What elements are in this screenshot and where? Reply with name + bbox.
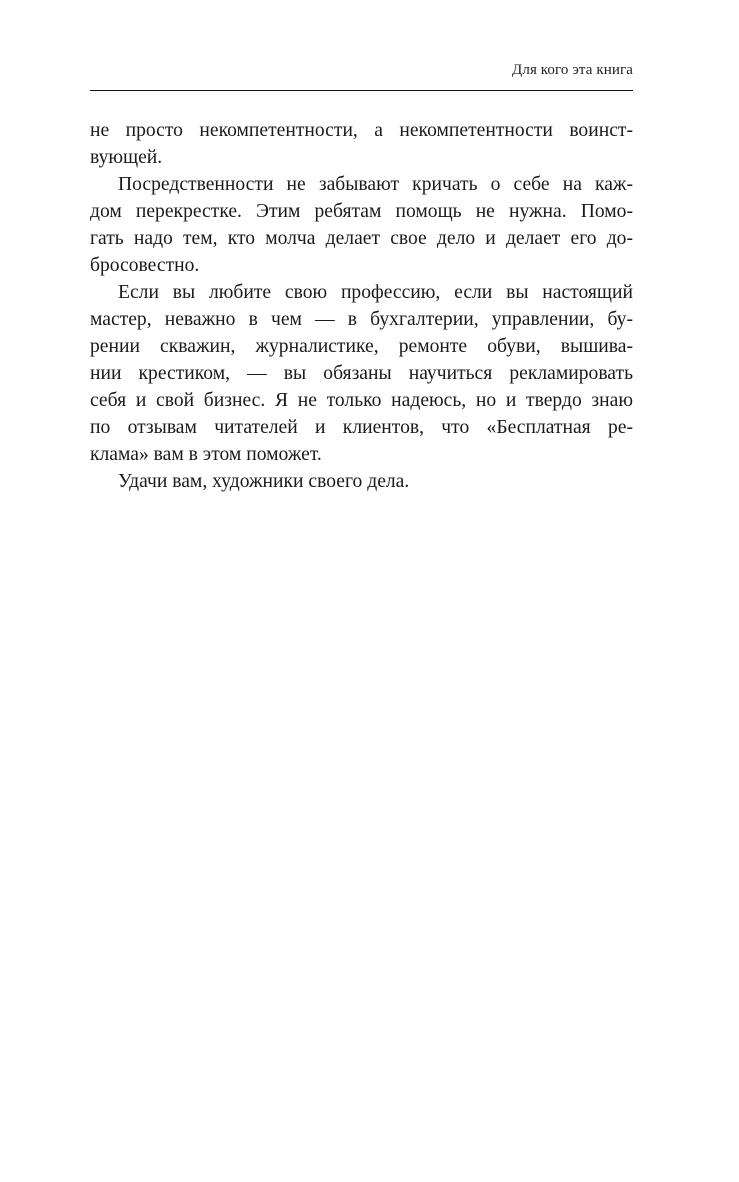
text-line: по отзывам читателей и клиентов, что «Бесплатная ре- xyxy=(90,417,633,438)
text-line: себя и свой бизнес. Я не только надеюсь, но и твердо знаю xyxy=(90,390,633,411)
text-line: Посредственности не забывают кричать о себе на каж- xyxy=(118,174,633,195)
text-line: нии крестиком, — вы обязаны научиться рекламировать xyxy=(90,363,633,384)
header-rule xyxy=(90,90,633,91)
text-line: бросовестно. xyxy=(90,255,200,276)
text-line: рении скважин, журналистике, ремонте обуви, вышива- xyxy=(90,336,633,357)
text-line: мастер, неважно в чем — в бухгалтерии, управлении, бу- xyxy=(90,309,633,330)
text-line: клама» вам в этом поможет. xyxy=(90,444,322,465)
running-header: Для кого эта книга xyxy=(512,62,633,78)
text-line: гать надо тем, кто молча делает свое дело и делает его до- xyxy=(90,228,633,249)
text-line: не просто некомпетентности, а некомпетентности воинст- xyxy=(90,120,633,141)
text-line: Если вы любите свою профессию, если вы настоящий xyxy=(118,282,633,303)
text-line: Удачи вам, художники своего дела. xyxy=(118,471,410,492)
body-text xyxy=(90,117,633,495)
text-line: вующей. xyxy=(90,147,163,168)
text-line: дом перекрестке. Этим ребятам помощь не нужна. Помо- xyxy=(90,201,633,222)
